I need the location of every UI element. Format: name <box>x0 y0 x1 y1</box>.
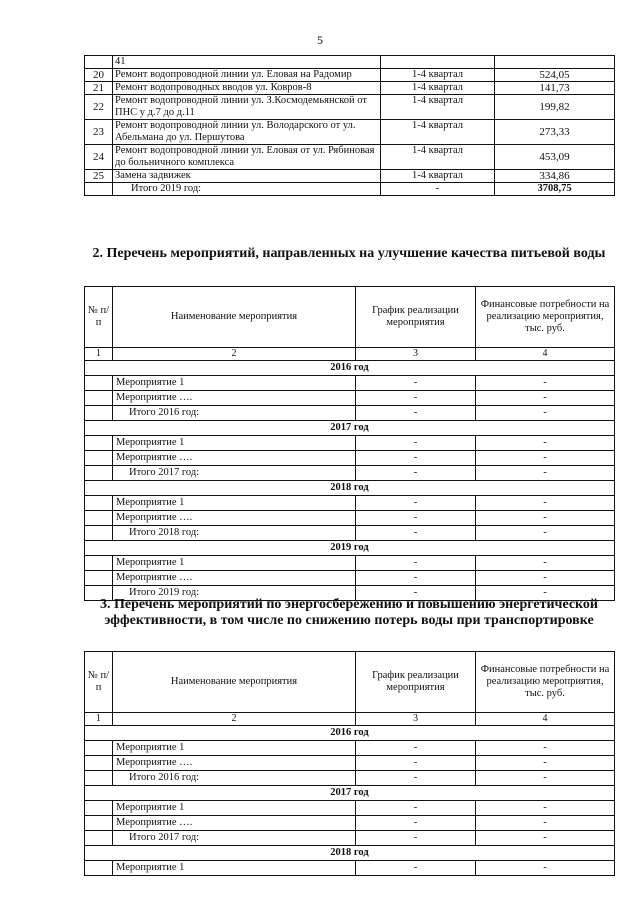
year-row <box>85 421 615 436</box>
year-total-row <box>85 831 615 846</box>
table-row <box>85 145 615 170</box>
measure-finance: - <box>476 391 615 406</box>
measure-name: Мероприятие …. <box>113 816 356 831</box>
section-2-title: 2. Перечень мероприятий, направленных на улучшение качества питьевой воды <box>92 246 606 261</box>
year-total-schedule: - <box>356 466 476 481</box>
work-name-cell: Ремонт водопроводной линии ул. Володарского от ул. Абельмана до ул. Першутова <box>113 120 381 145</box>
measure-row <box>85 451 615 466</box>
measure-row <box>85 496 615 511</box>
header-schedule: График реализации мероприятия <box>356 652 476 713</box>
column-number: 1 <box>85 713 113 726</box>
measure-name: Мероприятие …. <box>113 451 356 466</box>
year-total-finance: - <box>476 771 615 786</box>
measure-schedule: - <box>356 861 476 876</box>
column-number: 1 <box>85 348 113 361</box>
measure-number <box>85 556 113 571</box>
measure-schedule: - <box>356 511 476 526</box>
measure-schedule: - <box>356 376 476 391</box>
amount-cell: 273,33 <box>495 120 615 145</box>
year-row <box>85 786 615 801</box>
measure-row <box>85 571 615 586</box>
year-total-label: Итого 2016 год: <box>113 771 356 786</box>
measure-number <box>85 376 113 391</box>
period-cell: 1-4 квартал <box>381 170 495 183</box>
header-name: Наименование мероприятия <box>113 287 356 348</box>
amount-cell: 453,09 <box>495 145 615 170</box>
measure-name: Мероприятие 1 <box>113 861 356 876</box>
year-row <box>85 541 615 556</box>
measure-number <box>85 451 113 466</box>
year-total-row <box>85 406 615 421</box>
period-cell <box>381 56 495 69</box>
year-total-schedule: - <box>356 406 476 421</box>
year-total-number <box>85 771 113 786</box>
measure-number <box>85 741 113 756</box>
measure-row <box>85 556 615 571</box>
measure-finance: - <box>476 511 615 526</box>
year-heading: 2017 год <box>85 421 615 436</box>
header-finance: Финансовые потребности на реализацию мероприятия, тыс. руб. <box>476 287 615 348</box>
measure-finance: - <box>476 496 615 511</box>
amount-cell <box>495 56 615 69</box>
measure-number <box>85 816 113 831</box>
work-name-cell: Ремонт водопроводной линии ул. Еловая на Радомир <box>113 69 381 82</box>
measure-row <box>85 511 615 526</box>
measure-schedule: - <box>356 391 476 406</box>
column-number: 3 <box>356 713 476 726</box>
period-cell: 1-4 квартал <box>381 69 495 82</box>
measure-schedule: - <box>356 756 476 771</box>
measure-name: Мероприятие …. <box>113 511 356 526</box>
measure-schedule: - <box>356 556 476 571</box>
year-total-number <box>85 831 113 846</box>
measure-name: Мероприятие …. <box>113 391 356 406</box>
work-name-cell: Ремонт водопроводных вводов ул. Ковров-8 <box>113 82 381 95</box>
measure-finance: - <box>476 376 615 391</box>
column-number: 2 <box>113 713 356 726</box>
header-number: № п/п <box>85 287 113 348</box>
measure-name: Мероприятие 1 <box>113 436 356 451</box>
table-row <box>85 95 615 120</box>
year-heading: 2018 год <box>85 846 615 861</box>
measure-schedule: - <box>356 451 476 466</box>
measure-finance: - <box>476 741 615 756</box>
measure-row <box>85 436 615 451</box>
header-row <box>85 652 615 713</box>
year-total-row <box>85 526 615 541</box>
work-name-cell: Замена задвижек <box>113 170 381 183</box>
column-number-row <box>85 348 615 361</box>
measure-row <box>85 376 615 391</box>
column-number: 4 <box>476 713 615 726</box>
year-total-finance: - <box>476 526 615 541</box>
year-heading: 2018 год <box>85 481 615 496</box>
row-number-cell: 22 <box>85 95 113 120</box>
year-row <box>85 846 615 861</box>
measure-finance: - <box>476 861 615 876</box>
year-total-finance: - <box>476 466 615 481</box>
total-label-cell: Итого 2019 год: <box>113 183 381 196</box>
work-name-cell: Ремонт водопроводной линии ул. З.Космодемьянской от ПНС у д.7 до д.11 <box>113 95 381 120</box>
column-number: 3 <box>356 348 476 361</box>
work-name-cell: Ремонт водопроводной линии ул. Еловая от ул. Рябиновая до больничного комплекса <box>113 145 381 170</box>
amount-cell: 334,86 <box>495 170 615 183</box>
total-row <box>85 183 615 196</box>
column-number: 2 <box>113 348 356 361</box>
measures-table-section-2 <box>84 286 615 601</box>
measure-number <box>85 571 113 586</box>
measure-name: Мероприятие 1 <box>113 496 356 511</box>
table-row <box>85 120 615 145</box>
period-cell: 1-4 квартал <box>381 82 495 95</box>
header-schedule: График реализации мероприятия <box>356 287 476 348</box>
measure-number <box>85 391 113 406</box>
measure-number <box>85 511 113 526</box>
measure-finance: - <box>476 451 615 466</box>
measure-finance: - <box>476 756 615 771</box>
measure-name: Мероприятие …. <box>113 571 356 586</box>
year-total-number <box>85 406 113 421</box>
year-heading: 2017 год <box>85 786 615 801</box>
year-total-label: Итого 2017 год: <box>113 831 356 846</box>
row-number-cell: 25 <box>85 170 113 183</box>
year-total-row <box>85 771 615 786</box>
year-total-schedule: - <box>356 771 476 786</box>
year-total-number <box>85 526 113 541</box>
measure-row <box>85 816 615 831</box>
row-number-cell: 23 <box>85 120 113 145</box>
year-heading: 2016 год <box>85 361 615 376</box>
measure-number <box>85 861 113 876</box>
measure-finance: - <box>476 801 615 816</box>
header-number: № п/п <box>85 652 113 713</box>
page-number: 5 <box>317 33 323 47</box>
table-row <box>85 56 615 69</box>
measure-schedule: - <box>356 436 476 451</box>
total-number-cell <box>85 183 113 196</box>
column-number-row <box>85 713 615 726</box>
year-total-number <box>85 466 113 481</box>
measure-name: Мероприятие 1 <box>113 741 356 756</box>
year-heading: 2019 год <box>85 541 615 556</box>
year-row <box>85 361 615 376</box>
amount-cell: 524,05 <box>495 69 615 82</box>
measures-table-section-3 <box>84 651 615 876</box>
measure-schedule: - <box>356 816 476 831</box>
period-cell: 1-4 квартал <box>381 120 495 145</box>
header-finance: Финансовые потребности на реализацию мероприятия, тыс. руб. <box>476 652 615 713</box>
year-total-finance: - <box>476 586 615 601</box>
header-row <box>85 287 615 348</box>
measure-number <box>85 436 113 451</box>
measure-row <box>85 391 615 406</box>
year-total-schedule: - <box>356 526 476 541</box>
table-row <box>85 170 615 183</box>
row-number-cell: 21 <box>85 82 113 95</box>
measure-row <box>85 741 615 756</box>
measure-row <box>85 801 615 816</box>
measure-row <box>85 756 615 771</box>
measure-schedule: - <box>356 741 476 756</box>
measure-schedule: - <box>356 801 476 816</box>
amount-cell: 141,73 <box>495 82 615 95</box>
year-total-finance: - <box>476 831 615 846</box>
year-row <box>85 481 615 496</box>
measure-schedule: - <box>356 496 476 511</box>
table-row <box>85 82 615 95</box>
year-total-schedule: - <box>356 831 476 846</box>
measure-schedule: - <box>356 571 476 586</box>
year-total-label: Итого 2016 год: <box>113 406 356 421</box>
measure-row <box>85 861 615 876</box>
measure-finance: - <box>476 571 615 586</box>
column-number: 4 <box>476 348 615 361</box>
year-total-label: Итого 2019 год: <box>113 586 356 601</box>
work-name-cell: 41 <box>113 56 381 69</box>
amount-cell: 199,82 <box>495 95 615 120</box>
table-row <box>85 69 615 82</box>
measure-number <box>85 756 113 771</box>
year-heading: 2016 год <box>85 726 615 741</box>
row-number-cell <box>85 56 113 69</box>
measure-finance: - <box>476 816 615 831</box>
section-3-title: 3. Перечень мероприятий по энергосбережению и повышению энергетической эффективности, в том числе по снижению потерь воды при транспортировке <box>99 597 599 628</box>
year-total-schedule: - <box>356 586 476 601</box>
measure-name: Мероприятие 1 <box>113 376 356 391</box>
measure-name: Мероприятие 1 <box>113 556 356 571</box>
row-number-cell: 20 <box>85 69 113 82</box>
year-total-row <box>85 466 615 481</box>
measure-number <box>85 801 113 816</box>
measure-finance: - <box>476 556 615 571</box>
header-name: Наименование мероприятия <box>113 652 356 713</box>
year-row <box>85 726 615 741</box>
year-total-finance: - <box>476 406 615 421</box>
measure-number <box>85 496 113 511</box>
total-period-cell: - <box>381 183 495 196</box>
period-cell: 1-4 квартал <box>381 145 495 170</box>
works-table <box>84 55 615 196</box>
year-total-label: Итого 2017 год: <box>113 466 356 481</box>
measure-name: Мероприятие 1 <box>113 801 356 816</box>
row-number-cell: 24 <box>85 145 113 170</box>
measure-finance: - <box>476 436 615 451</box>
total-amount-cell: 3708,75 <box>495 183 615 196</box>
year-total-label: Итого 2018 год: <box>113 526 356 541</box>
period-cell: 1-4 квартал <box>381 95 495 120</box>
measure-name: Мероприятие …. <box>113 756 356 771</box>
